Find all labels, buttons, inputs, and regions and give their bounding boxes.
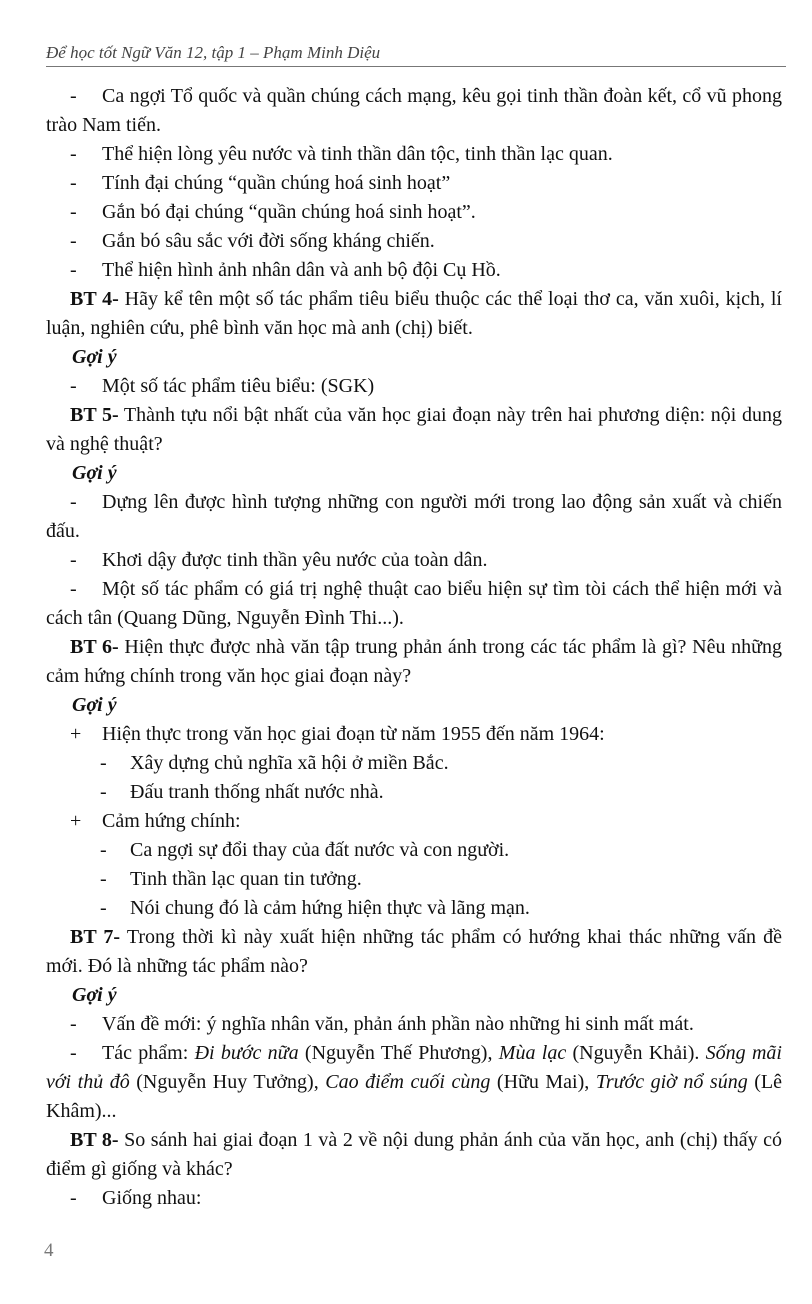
list-item: - Dựng lên được hình tượng những con người mới trong lao động sản xuất và chiến đấu. [46,491,782,542]
exercise-6-hint-heading: Gợi ý [72,694,117,716]
list-item: - Tinh thần lạc quan tin tưởng. [100,868,362,890]
list-item: - Gắn bó sâu sắc với đời sống kháng chiến. [70,230,435,252]
list-item: - Gắn bó đại chúng “quần chúng hoá sinh hoạt”. [70,201,476,223]
list-item: - Một số tác phẩm có giá trị nghệ thuật cao biểu hiện sự tìm tòi cách thể hiện mới và cách tân (Quang Dũng, Nguyễn Đình Thi...). [46,578,782,629]
running-header: Để học tốt Ngữ Văn 12, tập 1 – Phạm Minh Diệu [46,43,786,67]
page-body [46,82,782,1213]
list-item: - Ca ngợi sự đổi thay của đất nước và con người. [100,839,510,861]
exercise-5-question: BT 5- Thành tựu nổi bật nhất của văn học giai đoạn này trên hai phương diện: nội dung và nghệ thuật? [46,404,783,455]
list-item: - Ca ngợi Tổ quốc và quần chúng cách mạng, kêu gọi tinh thần đoàn kết, cổ vũ phong trào Nam tiến. [46,85,782,136]
exercise-7-question: BT 7- Trong thời kì này xuất hiện những tác phẩm có hướng khai thác những vấn đề mới. Đó là những tác phẩm nào? [46,926,782,977]
list-item: - Xây dựng chủ nghĩa xã hội ở miền Bắc. [100,752,449,774]
list-item: - Nói chung đó là cảm hứng hiện thực và lãng mạn. [100,897,530,919]
list-item: - Tác phẩm: Đi bước nữa (Nguyễn Thế Phương), Mùa lạc (Nguyễn Khải). Sống mãi với thủ đô (Nguyễn Huy Tưởng), Cao điểm cuối cùng (Hữu Mai), Trước giờ nổ súng (Lê Khâm)... [46,1042,782,1122]
list-item: - Giống nhau: [70,1187,202,1209]
list-item: - Đấu tranh thống nhất nước nhà. [100,781,384,803]
exercise-5-hint-heading: Gợi ý [72,462,117,484]
list-item: - Một số tác phẩm tiêu biểu: (SGK) [70,375,375,397]
exercise-7-hint-heading: Gợi ý [72,984,117,1006]
list-item: - Thể hiện hình ảnh nhân dân và anh bộ đội Cụ Hồ. [70,259,501,281]
exercise-8-question: BT 8- So sánh hai giai đoạn 1 và 2 về nội dung phản ánh của văn học, anh (chị) thấy có điểm gì giống và khác? [46,1129,782,1180]
list-item: - Thể hiện lòng yêu nước và tinh thần dân tộc, tinh thần lạc quan. [70,143,613,165]
list-item: - Khơi dậy được tinh thần yêu nước của toàn dân. [70,549,488,571]
exercise-4-question: BT 4- Hãy kể tên một số tác phẩm tiêu biểu thuộc các thể loại thơ ca, văn xuôi, kịch, lí luận, nghiên cứu, phê bình văn học mà anh (chị) biết. [46,288,782,339]
list-item: + Cảm hứng chính: [70,810,241,832]
list-item: - Vấn đề mới: ý nghĩa nhân văn, phản ánh phần nào những hi sinh mất mát. [70,1013,694,1035]
list-item: + Hiện thực trong văn học giai đoạn từ năm 1955 đến năm 1964: [70,723,605,745]
exercise-4-hint-heading: Gợi ý [72,346,117,368]
list-item: - Tính đại chúng “quần chúng hoá sinh hoạt” [70,172,451,194]
page-number: 4 [44,1240,54,1261]
exercise-6-question: BT 6- Hiện thực được nhà văn tập trung phản ánh trong các tác phẩm là gì? Nêu những cảm hứng chính trong văn học giai đoạn này? [46,636,782,687]
